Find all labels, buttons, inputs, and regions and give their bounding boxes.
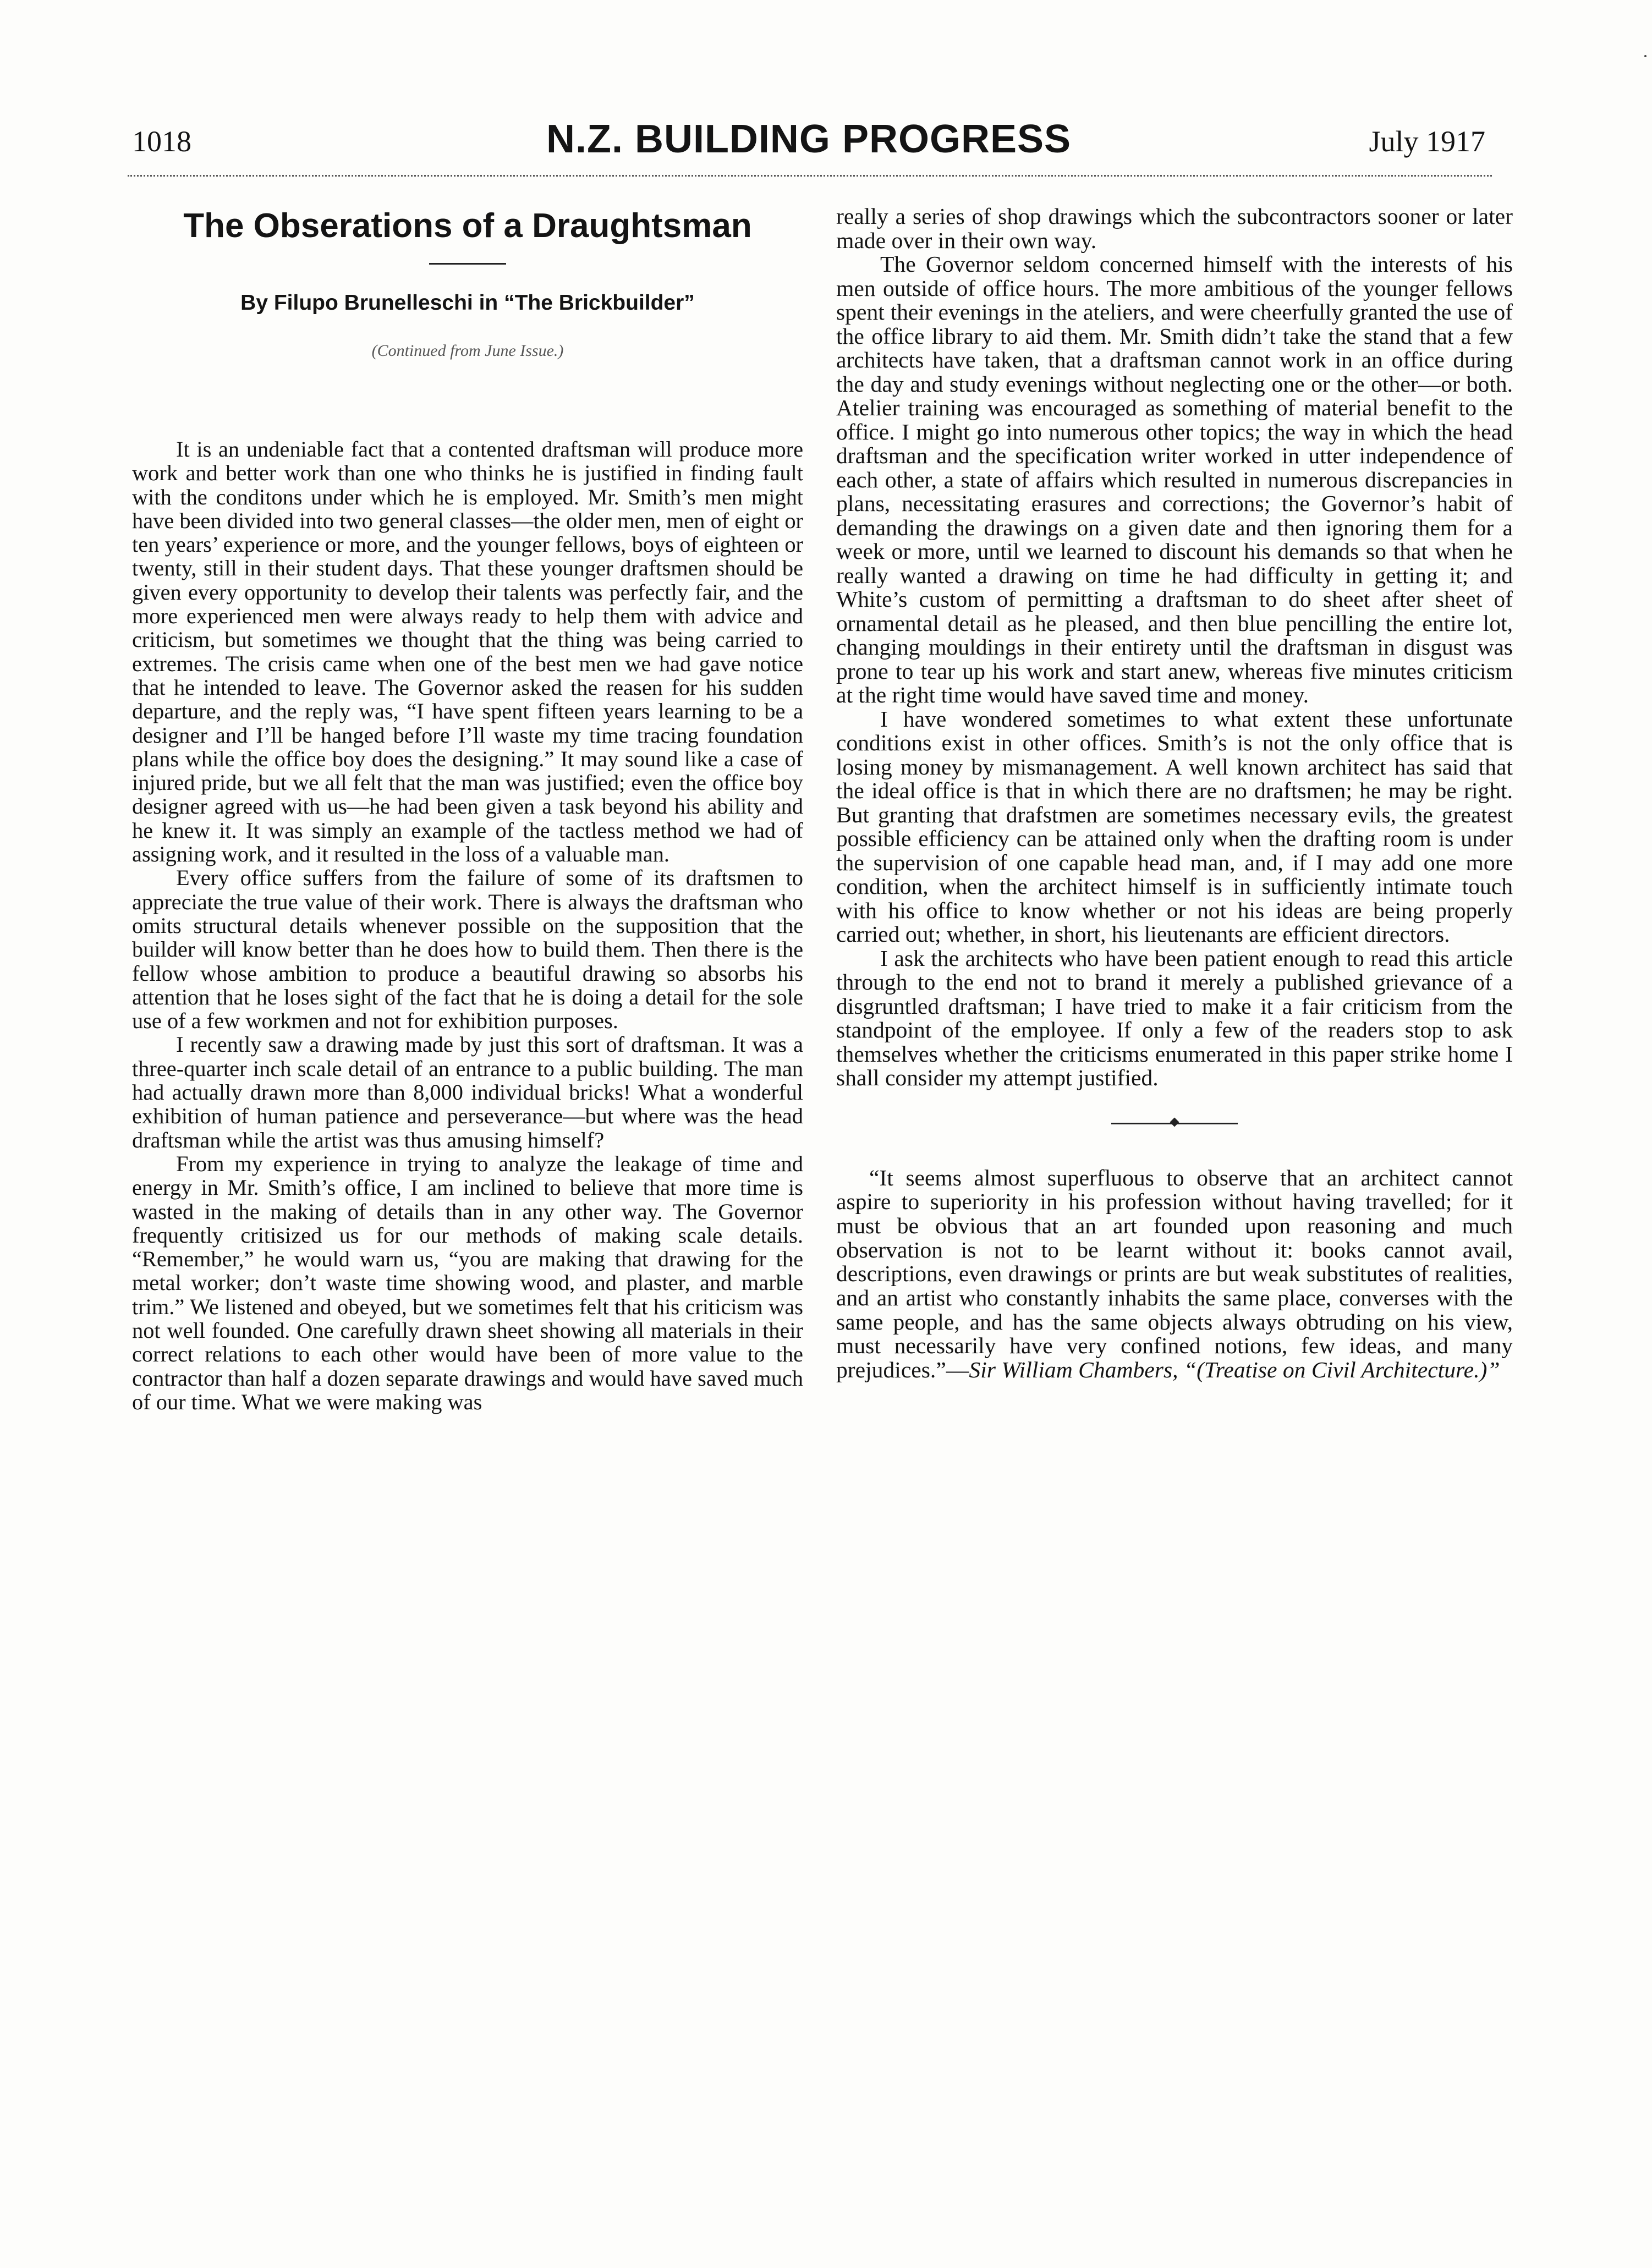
quote-text: “It seems almost superfluous to observe that an architect cannot aspire to superiority in his profession without having travelled; for it must be obvious that an art founded upon reasoning and much observation is not to be learnt without it: books cannot avail, descriptions, even drawings or prints are but weak substitutes of realities, and an artist who constantly inhabits the same place, converses with the same people, and has the same objects always obtruding on his view, must necessarily have very confined notions, few ideas, and many prejudices.”— xyxy=(836,1165,1513,1383)
article-title: The Obserations of a Draughtsman xyxy=(183,207,752,245)
paragraph: The Governor seldom concerned himself with the interests of his men outside of office hours. The more ambitious of the younger fellows spent their evenings in the ateliers, and were cheerfully granted the use of the office library to aid them. Mr. Smith didn’t take the stand that a few architects have taken, that a draftsman cannot work in an office during the day and study evenings without neglecting one or the other—or both. Atelier training was encouraged as something of material benefit to the office. I might go into numerous other topics; the way in which the head draftsman and the specification writer worked in utter independence of each other, a state of affairs which resulted in numerous discrepancies in plans, necessitating erasures and corrections; the Governor’s habit of demanding the drawings on a given date and then ignoring them for a week or more, until we learned to discount his demands so that when he really wanted a drawing on time he had difficulty in getting it; and White’s custom of permitting a draftsman to do sheet after sheet of ornamental detail as he pleased, and then blue pencilling the entire lot, changing mouldings in their entirety until the draftsman in disgust was prone to tear up his work and start anew, whereas five minutes criticism at the right time would have saved time and money. xyxy=(836,251,1513,707)
page-number: 1018 xyxy=(132,125,191,158)
journal-title: N.Z. BUILDING PROGRESS xyxy=(546,117,1072,161)
divider-ornament xyxy=(1170,1117,1179,1127)
quote-attribution: Sir William Chambers, “(Treatise on Civil Architecture.)” xyxy=(969,1357,1500,1383)
paragraph: really a series of shop drawings which the subcontractors sooner or later made over in their own way. xyxy=(836,204,1513,253)
paragraph: I ask the architects who have been patient enough to read this article through to the end not to brand it merely a published grievance of a disgruntled draftsman; I have tried to make it a fair criticism from the standpoint of the employee. If only a few of the readers stop to ask themselves whether the criticisms enumerated in this paper strike home I shall consider my attempt justified. xyxy=(836,945,1513,1090)
left-column xyxy=(132,204,803,1414)
paragraph: Every office suffers from the failure of some of its draftsmen to appreciate the true value of their work. There is always the draftsman who omits structural details whenever possible on the supposition that the builder will know better than he does how to build them. Then there is the fellow whose ambition to produce a beautiful drawing so absorbs his attention that he loses sight of the fact that he is doing a detail for the sole use of a few workmen and not for exhibition purposes. xyxy=(132,865,803,1034)
header-rule xyxy=(128,175,1492,177)
title-rule xyxy=(429,263,506,265)
continued-note: (Continued from June Issue.) xyxy=(371,342,564,360)
issue-date: July 1917 xyxy=(1369,125,1485,158)
paragraph: I have wondered sometimes to what extent these unfortunate conditions exist in other offices. Smith’s is not the only office that is losing money by mismanagement. A well known architect has said that the ideal office is that in which there are no draftsmen; he may be right. But granting that drafstmen are sometimes necessary evils, the greatest possible efficiency can be attained only when the drafting room is under the supervision of one capable head man, and, if I may add one more condition, when the architect himself is in sufficiently intimate touch with his office to know whether or not his ideas are being properly carried out; whether, in short, his lieutenants are efficient directors. xyxy=(836,706,1513,947)
right-column xyxy=(836,205,1513,1382)
paragraph: It is an undeniable fact that a contented draftsman will produce more work and better work than one who thinks he is justified in finding fault with the conditons under which he is employed. Mr. Smith’s men might have been divided into two general classes—the older men, men of eight or ten years’ experience or more, and the younger fellows, boys of eighteen or twenty, still in their student days. That these younger draftsmen should be given every opportunity to develop their talents was perfectly fair, and the more experienced men were always ready to help them with advice and criticism, but sometimes we thought that the thing was being carried to extremes. The crisis came when one of the best men we had gave notice that he intended to leave. The Governor asked the reasen for his sudden departure, and the reply was, “I have spent fifteen years learning to be a designer and I’ll be hanged before I’ll waste my time tracing foundation plans while the office boy does the designing.” It may sound like a case of injured pride, but we all felt that the man was justified; even the office boy designer agreed with us—he had been given a task beyond his ability and he knew it. It was simply an example of the tactless method we had of assigning work, and it resulted in the loss of a valuable man. xyxy=(132,437,803,867)
scan-speck xyxy=(1644,55,1646,57)
article-byline: By Filupo Brunelleschi in “The Brickbuilder” xyxy=(240,291,695,315)
paragraph: I recently saw a drawing made by just this sort of draftsman. It was a three-quarter inch scale detail of an entrance to a public building. The man had actually drawn more than 8,000 individual bricks! What a wonderful exhibition of human patience and perseverance—but where was the head draftsman while the artist was thus amusing himself? xyxy=(132,1032,803,1152)
running-header xyxy=(132,117,1485,174)
section-divider xyxy=(1111,1112,1238,1134)
closing-quote xyxy=(836,1166,1513,1382)
paragraph: From my experience in trying to analyze the leakage of time and energy in Mr. Smith’s office, I am inclined to believe that more time is wasted in the making of details than in any other way. The Governor frequently critisized us for our methods of making scale details. “Remember,” he would warn us, “you are making that drawing for the metal worker; don’t waste time showing wood, and plaster, and marble trim.” We listened and obeyed, but we sometimes felt that his criticism was not well founded. One carefully drawn sheet showing all materials in their correct relations to each other would have been of more value to the contractor than half a dozen separate drawings and would have saved much of our time. What we were making was xyxy=(132,1151,803,1414)
